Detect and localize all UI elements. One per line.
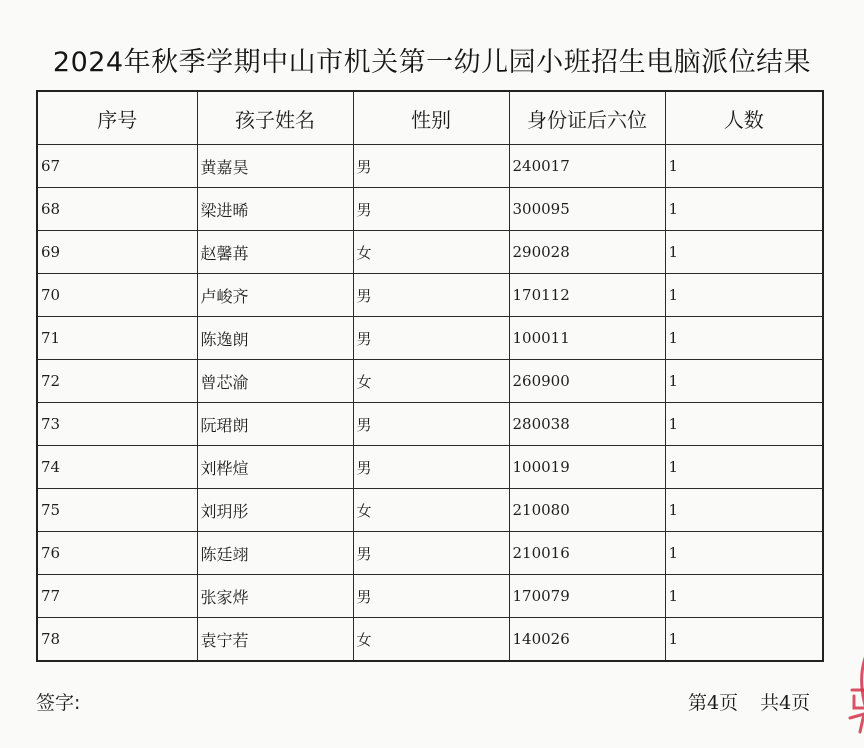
cell-child-name: 阮珺朗 bbox=[197, 403, 353, 446]
header-gender: 性别 bbox=[353, 91, 509, 145]
cell-serial-number: 73 bbox=[37, 403, 197, 446]
cell-gender: 女 bbox=[353, 618, 509, 662]
page-indicator bbox=[688, 688, 810, 715]
cell-child-name: 张家烨 bbox=[197, 575, 353, 618]
cell-id-last-six: 290028 bbox=[509, 231, 665, 274]
cell-count: 1 bbox=[665, 145, 823, 188]
cell-id-last-six: 240017 bbox=[509, 145, 665, 188]
table-header-row bbox=[37, 91, 823, 145]
cell-serial-number: 71 bbox=[37, 317, 197, 360]
cell-id-last-six: 280038 bbox=[509, 403, 665, 446]
cell-gender: 男 bbox=[353, 403, 509, 446]
cell-id-last-six: 300095 bbox=[509, 188, 665, 231]
cell-gender: 男 bbox=[353, 446, 509, 489]
header-count: 人数 bbox=[665, 91, 823, 145]
cell-gender: 女 bbox=[353, 489, 509, 532]
cell-count: 1 bbox=[665, 575, 823, 618]
cell-serial-number: 78 bbox=[37, 618, 197, 662]
table-row bbox=[37, 317, 823, 360]
header-serial-number: 序号 bbox=[37, 91, 197, 145]
cell-serial-number: 75 bbox=[37, 489, 197, 532]
cell-gender: 男 bbox=[353, 317, 509, 360]
cell-child-name: 卢峻齐 bbox=[197, 274, 353, 317]
table-row bbox=[37, 145, 823, 188]
cell-id-last-six: 170079 bbox=[509, 575, 665, 618]
cell-child-name: 曾芯渝 bbox=[197, 360, 353, 403]
page-current: 第4页 bbox=[688, 692, 739, 714]
table-row bbox=[37, 231, 823, 274]
red-seal-stamp-icon bbox=[838, 630, 864, 740]
cell-child-name: 赵馨苒 bbox=[197, 231, 353, 274]
table-row bbox=[37, 575, 823, 618]
cell-gender: 女 bbox=[353, 231, 509, 274]
cell-count: 1 bbox=[665, 489, 823, 532]
cell-id-last-six: 260900 bbox=[509, 360, 665, 403]
cell-child-name: 黄嘉昊 bbox=[197, 145, 353, 188]
cell-serial-number: 67 bbox=[37, 145, 197, 188]
cell-child-name: 陈廷翊 bbox=[197, 532, 353, 575]
cell-child-name: 刘桦煊 bbox=[197, 446, 353, 489]
header-id-last-six: 身份证后六位 bbox=[509, 91, 665, 145]
cell-gender: 女 bbox=[353, 360, 509, 403]
cell-serial-number: 69 bbox=[37, 231, 197, 274]
cell-count: 1 bbox=[665, 532, 823, 575]
table-row bbox=[37, 360, 823, 403]
table-row bbox=[37, 403, 823, 446]
cell-serial-number: 77 bbox=[37, 575, 197, 618]
cell-serial-number: 76 bbox=[37, 532, 197, 575]
cell-child-name: 袁宁若 bbox=[197, 618, 353, 662]
cell-count: 1 bbox=[665, 403, 823, 446]
cell-gender: 男 bbox=[353, 274, 509, 317]
signature-label: 签字: bbox=[36, 692, 81, 714]
enrollment-results-table bbox=[36, 90, 824, 662]
table-row bbox=[37, 532, 823, 575]
cell-id-last-six: 170112 bbox=[509, 274, 665, 317]
table-row bbox=[37, 489, 823, 532]
cell-id-last-six: 100011 bbox=[509, 317, 665, 360]
table-row bbox=[37, 274, 823, 317]
table-row bbox=[37, 618, 823, 662]
page-total: 共4页 bbox=[760, 692, 811, 714]
cell-serial-number: 72 bbox=[37, 360, 197, 403]
cell-serial-number: 70 bbox=[37, 274, 197, 317]
cell-count: 1 bbox=[665, 618, 823, 662]
cell-count: 1 bbox=[665, 360, 823, 403]
document-title: 2024年秋季学期中山市机关第一幼儿园小班招生电脑派位结果 bbox=[52, 47, 812, 78]
cell-count: 1 bbox=[665, 231, 823, 274]
table-row bbox=[37, 188, 823, 231]
table-row bbox=[37, 446, 823, 489]
cell-gender: 男 bbox=[353, 575, 509, 618]
cell-gender: 男 bbox=[353, 188, 509, 231]
header-child-name: 孩子姓名 bbox=[197, 91, 353, 145]
cell-child-name: 梁进晞 bbox=[197, 188, 353, 231]
cell-id-last-six: 140026 bbox=[509, 618, 665, 662]
cell-gender: 男 bbox=[353, 145, 509, 188]
cell-id-last-six: 210080 bbox=[509, 489, 665, 532]
cell-count: 1 bbox=[665, 317, 823, 360]
cell-id-last-six: 100019 bbox=[509, 446, 665, 489]
cell-child-name: 陈逸朗 bbox=[197, 317, 353, 360]
cell-count: 1 bbox=[665, 446, 823, 489]
cell-serial-number: 68 bbox=[37, 188, 197, 231]
cell-count: 1 bbox=[665, 274, 823, 317]
cell-serial-number: 74 bbox=[37, 446, 197, 489]
cell-id-last-six: 210016 bbox=[509, 532, 665, 575]
cell-gender: 男 bbox=[353, 532, 509, 575]
cell-child-name: 刘玥彤 bbox=[197, 489, 353, 532]
cell-count: 1 bbox=[665, 188, 823, 231]
stamp-strokes bbox=[850, 636, 864, 738]
